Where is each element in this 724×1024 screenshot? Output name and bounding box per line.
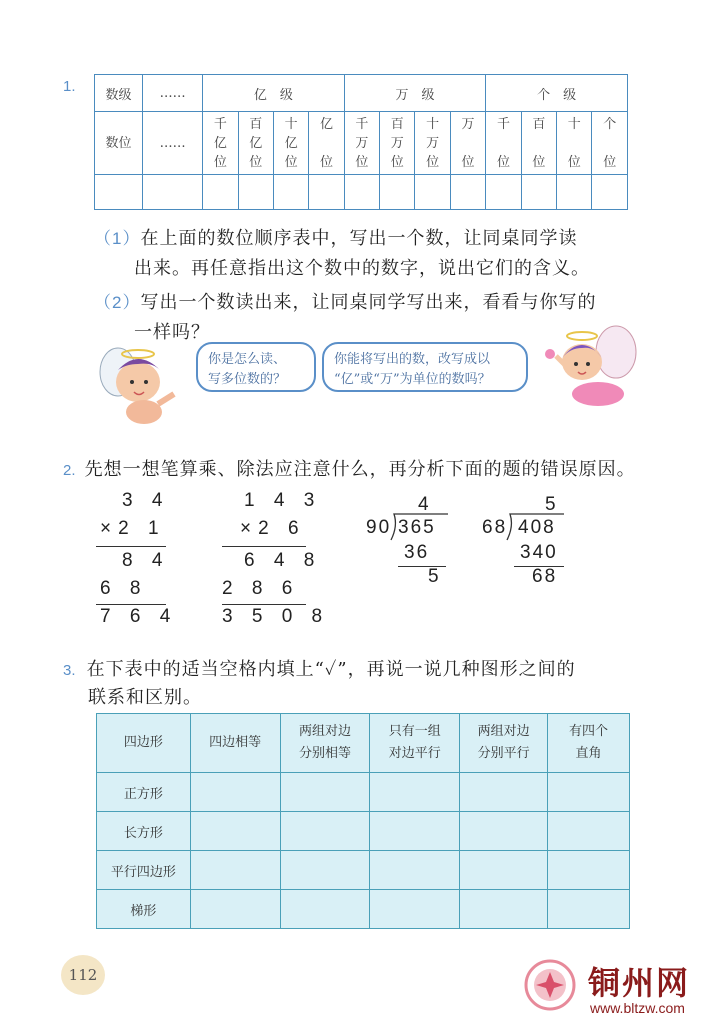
watermark-url: www.bltzw.com (590, 1000, 685, 1016)
blank-cell[interactable] (592, 175, 628, 210)
position-cell (203, 112, 238, 175)
cherub-left-illustration (96, 342, 196, 428)
level-ge: 个 级 (486, 75, 628, 112)
table3-header-cell (370, 714, 460, 773)
table3-header-text: 四边相等 (209, 735, 262, 750)
position-char: 位 (355, 154, 369, 170)
position-char: 亿 (284, 135, 298, 151)
sub-label-2: （2） (94, 293, 141, 312)
position-char: 位 (532, 154, 546, 170)
table3-header-text: 对边平行 (388, 746, 441, 761)
d2-divisor: 68 (482, 517, 508, 538)
m2-partial-2: 2 8 6 (222, 578, 300, 599)
table3-row-label: 正方形 (97, 773, 191, 812)
position-char: 十 (284, 116, 298, 132)
checkmark-cell[interactable] (460, 890, 548, 929)
position-char: 位 (426, 154, 440, 170)
level-header: 数级 (95, 75, 143, 112)
checkmark-cell[interactable] (370, 812, 460, 851)
table3-header-text: 只有一组 (388, 724, 441, 739)
table3-header-cell (190, 714, 280, 773)
position-char: 百 (390, 116, 404, 132)
position-char: 位 (390, 154, 404, 170)
position-char: 亿 (319, 116, 333, 132)
position-char: 十 (426, 116, 440, 132)
sub-label-1: （1） (94, 229, 141, 248)
position-char: 万 (426, 135, 440, 151)
question-2-number: 2. (63, 462, 76, 479)
m1-result: 7 6 4 (100, 606, 178, 627)
table3-header-cell (460, 714, 548, 773)
question-3 (63, 655, 576, 681)
d1-quotient: 4 (418, 494, 431, 515)
question-2 (63, 455, 636, 481)
d2-dividend: 408 (518, 517, 556, 538)
position-cell (415, 112, 450, 175)
level-yi: 亿 级 (203, 75, 345, 112)
blank-cell[interactable] (344, 175, 379, 210)
m2-multiplier: ×2 6 (240, 518, 306, 539)
table3-header-text: 分别相等 (298, 746, 351, 761)
checkmark-cell[interactable] (370, 773, 460, 812)
d1-subtract: 36 (404, 542, 430, 563)
table3-header-text: 有四个 (569, 724, 609, 739)
checkmark-cell[interactable] (190, 812, 280, 851)
blank-cell[interactable] (95, 175, 143, 210)
position-header: 数位 (95, 112, 143, 175)
d2-quotient: 5 (545, 494, 558, 515)
table3-header-cell (97, 714, 191, 773)
blank-cell[interactable] (273, 175, 308, 210)
table3-row (97, 890, 630, 929)
position-char: 亿 (249, 135, 263, 151)
checkmark-cell[interactable] (548, 773, 630, 812)
table3-header-cell (280, 714, 370, 773)
bubble-left-line2: 写多位数的？ (208, 372, 287, 387)
blank-cell[interactable] (486, 175, 521, 210)
d2-remainder: 68 (532, 566, 558, 587)
position-char: 千 (496, 116, 510, 132)
d1-dividend: 365 (398, 517, 436, 538)
position-cell (309, 112, 344, 175)
blank-cell[interactable] (203, 175, 238, 210)
sub1-line1: 在上面的数位顺序表中，写出一个数，让同桌同学读 (140, 228, 578, 249)
m2-multiplicand: 1 4 3 (244, 490, 322, 511)
position-char: 位 (461, 154, 475, 170)
position-char: 位 (319, 154, 333, 170)
position-char: 位 (249, 154, 263, 170)
position-char (451, 134, 485, 153)
table3-row (97, 851, 630, 890)
m1-multiplier: ×2 1 (100, 518, 166, 539)
m2-rule-1 (222, 546, 306, 547)
position-dots: …… (143, 112, 203, 175)
checkmark-cell[interactable] (460, 851, 548, 890)
watermark-title: 铜州网 (588, 964, 691, 1002)
position-char (522, 134, 556, 153)
checkmark-cell[interactable] (280, 890, 370, 929)
table3-header-text: 四边形 (123, 735, 163, 750)
position-char: 亿 (213, 135, 227, 151)
table3-header-text: 直角 (575, 746, 602, 761)
level-dots: …… (143, 75, 203, 112)
question-3-line1: 在下表中的适当空格内填上“✓”，再说一说几种图形之间的 (86, 659, 576, 680)
quadrilateral-table (96, 713, 630, 929)
position-char: 位 (496, 154, 510, 170)
position-char: 位 (603, 154, 617, 170)
position-char (592, 134, 627, 153)
checkmark-cell[interactable] (548, 890, 630, 929)
table3-row-label: 梯形 (97, 890, 191, 929)
table3-header-text: 分别平行 (477, 746, 530, 761)
m1-multiplicand: 3 4 (122, 490, 170, 511)
checkmark-cell[interactable] (548, 812, 630, 851)
question-3-number: 3. (63, 662, 76, 679)
blank-cell[interactable] (450, 175, 485, 210)
blank-cell[interactable] (415, 175, 450, 210)
bubble-right-line1: 你能将写出的数，改写成以 (334, 352, 491, 367)
d1-divisor: 90 (366, 517, 392, 538)
position-cell (273, 112, 308, 175)
checkmark-cell[interactable] (190, 851, 280, 890)
checkmark-cell[interactable] (370, 851, 460, 890)
position-char: 万 (461, 116, 475, 132)
speech-bubble-right (322, 342, 528, 392)
table3-header-cell (548, 714, 630, 773)
blank-cell[interactable] (521, 175, 556, 210)
checkmark-cell[interactable] (370, 890, 460, 929)
position-char: 位 (284, 154, 298, 170)
position-char (309, 134, 343, 153)
position-cell (557, 112, 592, 175)
checkmark-cell[interactable] (280, 812, 370, 851)
blank-cell[interactable] (380, 175, 415, 210)
watermark-logo (520, 958, 582, 1012)
table3-row-label: 平行四边形 (97, 851, 191, 890)
checkmark-cell[interactable] (460, 812, 548, 851)
position-cell (450, 112, 485, 175)
page-number: 112 (61, 955, 105, 995)
position-char: 千 (355, 116, 369, 132)
checkmark-cell[interactable] (280, 851, 370, 890)
blank-cell[interactable] (309, 175, 344, 210)
position-char: 万 (355, 135, 369, 151)
question-3-line2: 联系和区别。 (88, 687, 202, 708)
position-char: 千 (213, 116, 227, 132)
bubble-left-line1: 你是怎么读、 (208, 352, 287, 367)
m1-partial-1: 8 4 (122, 550, 170, 571)
position-cell (486, 112, 521, 175)
position-char (557, 134, 591, 153)
checkmark-cell[interactable] (460, 773, 548, 812)
m2-partial-1: 6 4 8 (244, 550, 322, 571)
blank-cell[interactable] (238, 175, 273, 210)
sub2-line2: 一样吗？ (134, 322, 210, 343)
number-place-table (94, 74, 628, 210)
question-1-number: 1. (63, 78, 76, 95)
speech-bubble-left (196, 342, 316, 392)
m1-partial-2: 6 8 (100, 578, 148, 599)
d2-subtract: 340 (520, 542, 558, 563)
blank-cell[interactable] (557, 175, 592, 210)
checkmark-cell[interactable] (280, 773, 370, 812)
position-cell (238, 112, 273, 175)
position-cell (344, 112, 379, 175)
d1-remainder: 5 (428, 566, 441, 587)
checkmark-cell[interactable] (190, 773, 280, 812)
cherub-right-illustration (536, 322, 640, 414)
table3-header-text: 两组对边 (477, 724, 530, 739)
table3-header-text: 两组对边 (298, 724, 351, 739)
table3-row (97, 773, 630, 812)
checkmark-cell[interactable] (548, 851, 630, 890)
level-wan: 万 级 (344, 75, 486, 112)
position-cell (380, 112, 415, 175)
position-char: 位 (213, 154, 227, 170)
position-char: 个 (603, 116, 617, 132)
bubble-right-line2: “亿”或“万”为单位的数吗？ (334, 372, 491, 387)
blank-cell[interactable] (143, 175, 203, 210)
sub2-line1: 写出一个数读出来，让同桌同学写出来，看看与你写的 (140, 292, 597, 313)
table3-row-label: 长方形 (97, 812, 191, 851)
m1-rule-1 (96, 546, 166, 547)
position-char: 万 (390, 135, 404, 151)
sub-question-2 (94, 288, 596, 314)
position-cell (521, 112, 556, 175)
position-char: 百 (249, 116, 263, 132)
table3-row (97, 812, 630, 851)
sub-question-1 (94, 224, 577, 250)
position-cell (592, 112, 628, 175)
position-char: 位 (567, 154, 581, 170)
question-2-text: 先想一想笔算乘、除法应注意什么，再分析下面的题的错误原因。 (84, 459, 636, 480)
position-char (486, 134, 520, 153)
m2-result: 3 5 0 8 (222, 606, 330, 627)
position-char: 百 (532, 116, 546, 132)
checkmark-cell[interactable] (190, 890, 280, 929)
sub1-line2: 出来。再任意指出这个数中的数字，说出它们的含义。 (134, 258, 590, 279)
position-char: 十 (567, 116, 581, 132)
